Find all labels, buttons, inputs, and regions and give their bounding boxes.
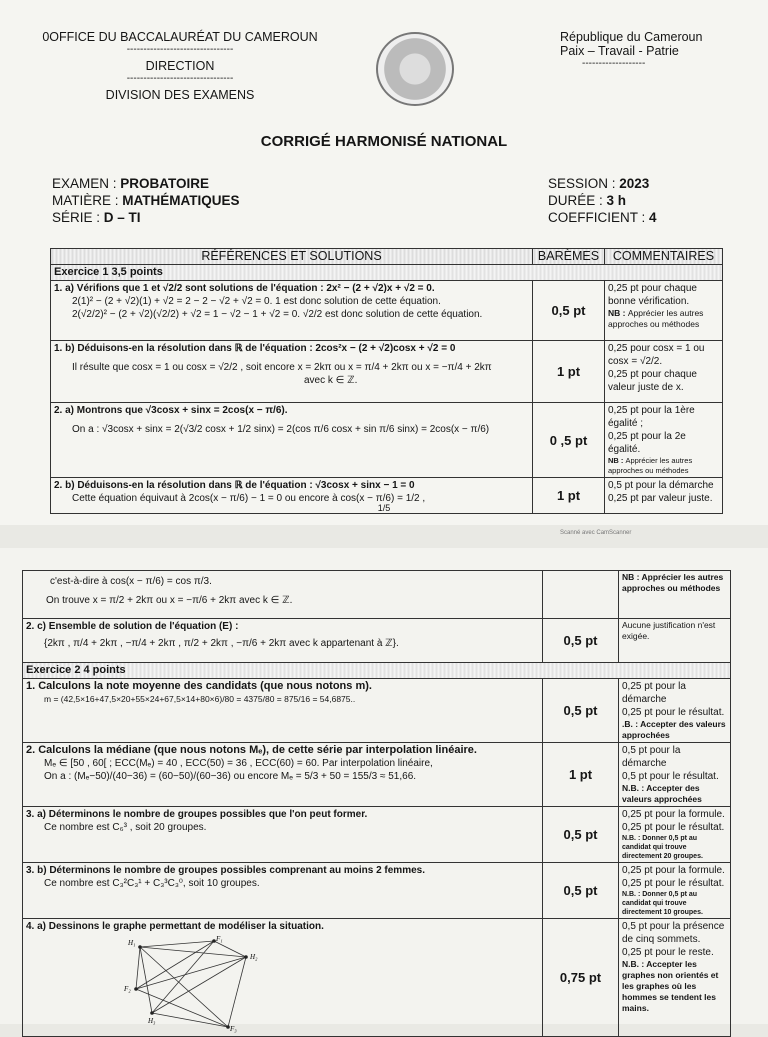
- comment-text: 0,25 pt pour la 1ère égalité ;: [608, 405, 695, 429]
- comment-text: 0,5 pt pour la démarche: [608, 480, 714, 491]
- comment-nb: NB :: [608, 456, 626, 465]
- question-title: 2. Calculons la médiane (que nous notons Mₑ), de cette série par interpolation linéaire.: [26, 744, 477, 756]
- comment-text: 0,5 pt pour la présence de cinq sommets.: [622, 921, 725, 945]
- duration-value: 3 h: [606, 193, 627, 208]
- national-motto: Paix – Travail - Patrie: [560, 44, 679, 58]
- solution-line: 2(1)² − (2 + √2)(1) + √2 = 2 − 2 − √2 + √2 = 0. 1 est donc solution de cette équation.: [72, 296, 441, 307]
- comment-nb: N.B. : Accepter les graphes non orientés et les graphes où les hommes se tendent les mains.: [622, 959, 719, 1013]
- exam-value: PROBATOIRE: [120, 176, 210, 191]
- comment-text: 0,25 pt pour la démarche: [622, 681, 686, 705]
- vertex-label: F₃: [230, 1025, 237, 1033]
- solution-line: avec k ∈ ℤ.: [304, 375, 358, 386]
- divider-line: --------------------------------: [126, 44, 234, 55]
- score-value: 1 pt: [543, 743, 619, 807]
- header-left: [30, 30, 330, 102]
- graph-diagram: [116, 935, 286, 1031]
- scanner-watermark: Scanné avec CamScanner: [560, 530, 632, 536]
- session-value: 2023: [619, 176, 650, 191]
- comment-text: 0,25 pt pour chaque valeur juste de x.: [608, 369, 697, 393]
- subject-value: MATHÉMATIQUES: [122, 193, 240, 208]
- exam-label: EXAMEN :: [52, 176, 121, 191]
- series-value: D – TI: [103, 210, 141, 225]
- solution-line: m = (42,5×16+47,5×20+55×24+67,5×14+80×6)/80 = 4375/80 = 875/16 = 54,6875..: [44, 694, 356, 704]
- score-value: 1 pt: [533, 478, 605, 514]
- comment-text: Apprécier les autres approches ou méthodes: [608, 308, 704, 329]
- vertex-label: F₁: [216, 935, 223, 943]
- question-title: 1. Calculons la note moyenne des candidats (que nous notons m).: [26, 680, 372, 692]
- comment-text: 0,5 pt pour le résultat.: [622, 771, 719, 782]
- office-name: 0OFFICE DU BACCALAURÉAT DU CAMEROUN: [42, 30, 318, 44]
- republic-name: République du Cameroun: [560, 30, 703, 44]
- vertex-label: H₁: [128, 939, 136, 947]
- vertex-label: F₂: [124, 985, 131, 993]
- score-value: 0,5 pt: [533, 281, 605, 341]
- duration-label: DURÉE :: [548, 193, 607, 208]
- comment-text: Apprécier les autres approches ou méthodes: [608, 456, 693, 475]
- score-value: 0,5 pt: [543, 679, 619, 743]
- header-scores: BARÈMES: [533, 249, 605, 265]
- comment-text: 0,25 pt pour la 2e égalité.: [608, 431, 686, 455]
- solution-line: {2kπ , π/4 + 2kπ , −π/4 + 2kπ , π/2 + 2kπ , −π/6 + 2kπ avec k appartenant à ℤ}.: [44, 638, 399, 649]
- subject-label: MATIÈRE :: [52, 193, 123, 208]
- table-row: [51, 341, 723, 403]
- question-title: 2. a) Montrons que √3cosx + sinx = 2cos(x − π/6).: [54, 405, 288, 416]
- document-title: CORRIGÉ HARMONISÉ NATIONAL: [260, 133, 508, 150]
- exercise-2-label: Exercice 2 4 points: [23, 663, 731, 679]
- comment-nb: N.B. : Donner 0,5 pt au candidat qui trouve directement 20 groupes.: [622, 835, 703, 860]
- comment-text: Aucune justification n'est exigée.: [622, 620, 716, 641]
- coefficient-value: 4: [649, 210, 657, 225]
- coefficient-label: COEFFICIENT :: [548, 210, 650, 225]
- exercise-1-label: Exercice 1 3,5 points: [51, 265, 723, 281]
- session-info: [548, 175, 657, 226]
- divider-line: -------------------: [582, 58, 646, 69]
- comment-text: 0,25 pt pour le résultat.: [622, 878, 725, 889]
- page-two: [0, 548, 768, 1033]
- comment-text: 0,25 pour cosx = 1 ou cosx = √2/2.: [608, 343, 705, 367]
- score-value: 1 pt: [533, 341, 605, 403]
- direction-label: DIRECTION: [145, 59, 215, 73]
- comment-text: 0,25 pt pour la formule.: [622, 809, 725, 820]
- solution-line: 2(√2/2)² − (2 + √2)(√2/2) + √2 = 1 − √2 − 1 + √2 = 0. √2/2 est donc solution de cette équation.: [72, 309, 483, 320]
- table-row: [23, 619, 731, 663]
- vertex-label: H₃: [148, 1017, 156, 1025]
- office-seal-logo: [376, 32, 454, 106]
- question-title: 2. b) Déduisons-en la résolution dans ℝ de l'équation : √3cosx + sinx − 1 = 0: [54, 480, 415, 491]
- question-title: 3. b) Déterminons le nombre de groupes possibles comprenant au moins 2 femmes.: [26, 865, 425, 876]
- division-label: DIVISION DES EXAMENS: [105, 88, 255, 102]
- score-value: [543, 571, 619, 619]
- comment-text: 0,25 pt pour le résultat.: [622, 822, 725, 833]
- exam-info: [52, 175, 240, 226]
- comment-text: 0,5 pt pour la démarche: [622, 745, 681, 769]
- comment-text: 0,25 pt pour chaque bonne vérification.: [608, 283, 697, 307]
- comment-nb: N.B. : Donner 0,5 pt au candidat qui trouve directement 10 groupes.: [622, 891, 703, 916]
- table-row: [23, 919, 731, 1037]
- comment-text: 0,25 pt pour la formule.: [622, 865, 725, 876]
- solution-line: Il résulte que cosx = 1 ou cosx = √2/2 , soit encore x = 2kπ ou x = π/4 + 2kπ ou x = −π/4 + 2kπ: [72, 362, 492, 373]
- score-value: 0 ,5 pt: [533, 403, 605, 478]
- vertex-label: H₂: [250, 953, 258, 961]
- question-title: 1. b) Déduisons-en la résolution dans ℝ de l'équation : 2cos²x − (2 + √2)cosx + √2 = 0: [54, 343, 456, 354]
- question-title: 2. c) Ensemble de solution de l'équation (E) :: [26, 621, 239, 632]
- solution-line: On a : √3cosx + sinx = 2(√3/2 cosx + 1/2 sinx) = 2(cos π/6 cosx + sin π/6 sinx) = 2cos(x − π/6): [72, 424, 490, 435]
- table-row: [51, 403, 723, 478]
- question-title: 4. a) Dessinons le graphe permettant de modéliser la situation.: [26, 921, 324, 932]
- divider-line: --------------------------------: [126, 73, 234, 84]
- table-row: [23, 571, 731, 619]
- score-value: 0,5 pt: [543, 619, 619, 663]
- header-references: RÉFÉRENCES ET SOLUTIONS: [51, 249, 533, 265]
- comment-text: NB : Apprécier les autres approches ou méthodes: [622, 572, 724, 593]
- comment-nb: .B. : Accepter des valeurs approchées: [622, 719, 726, 740]
- solution-line: c'est-à-dire à cos(x − π/6) = cos π/3.: [50, 576, 212, 587]
- table-row: [51, 281, 723, 341]
- correction-table-page1: [50, 248, 723, 514]
- comment-nb: NB :: [608, 308, 628, 318]
- score-value: 0,75 pt: [543, 919, 619, 1037]
- question-title: 3. a) Déterminons le nombre de groupes possibles que l'on peut former.: [26, 809, 368, 820]
- session-label: SESSION :: [548, 176, 620, 191]
- solution-line: Ce nombre est C₆³ , soit 20 groupes.: [44, 822, 207, 833]
- score-value: 0,5 pt: [543, 807, 619, 863]
- solution-line: On a : (Mₑ−50)/(40−36) = (60−50)/(60−36) ou encore Mₑ = 5/3 + 50 = 155/3 ≈ 51,66.: [44, 771, 417, 782]
- table-row: [23, 863, 731, 919]
- comment-text: 0,25 pt pour le reste.: [622, 947, 714, 958]
- comment-text: 0,25 pt pour le résultat.: [622, 707, 725, 718]
- table-row: [23, 807, 731, 863]
- correction-table-page2: [22, 570, 731, 1037]
- question-title: 1. a) Vérifions que 1 et √2/2 sont solutions de l'équation : 2x² − (2 + √2)x + √2 = 0.: [54, 283, 435, 294]
- series-label: SÉRIE :: [52, 210, 104, 225]
- solution-line: Ce nombre est C₃²C₃¹ + C₃³C₃⁰, soit 10 groupes.: [44, 878, 260, 889]
- solution-line: On trouve x = π/2 + 2kπ ou x = −π/6 + 2kπ avec k ∈ ℤ.: [46, 595, 293, 606]
- score-value: 0,5 pt: [543, 863, 619, 919]
- header-right: [560, 30, 740, 69]
- solution-line: Mₑ ∈ [50 , 60[ ; ECC(Mₑ) = 40 , ECC(50) = 36 , ECC(60) = 60. Par interpolation linéaire,: [44, 758, 433, 769]
- header-comments: COMMENTAIRES: [605, 249, 723, 265]
- table-row: [23, 743, 731, 807]
- comment-nb: N.B. : Accepter des valeurs approchées: [622, 783, 702, 804]
- comment-text: 0,25 pt par valeur juste.: [608, 493, 713, 504]
- page-number: 1/5: [377, 503, 391, 513]
- table-row: [23, 679, 731, 743]
- solution-line: Cette équation équivaut à 2cos(x − π/6) − 1 = 0 ou encore à cos(x − π/6) = 1/2 ,: [72, 493, 426, 504]
